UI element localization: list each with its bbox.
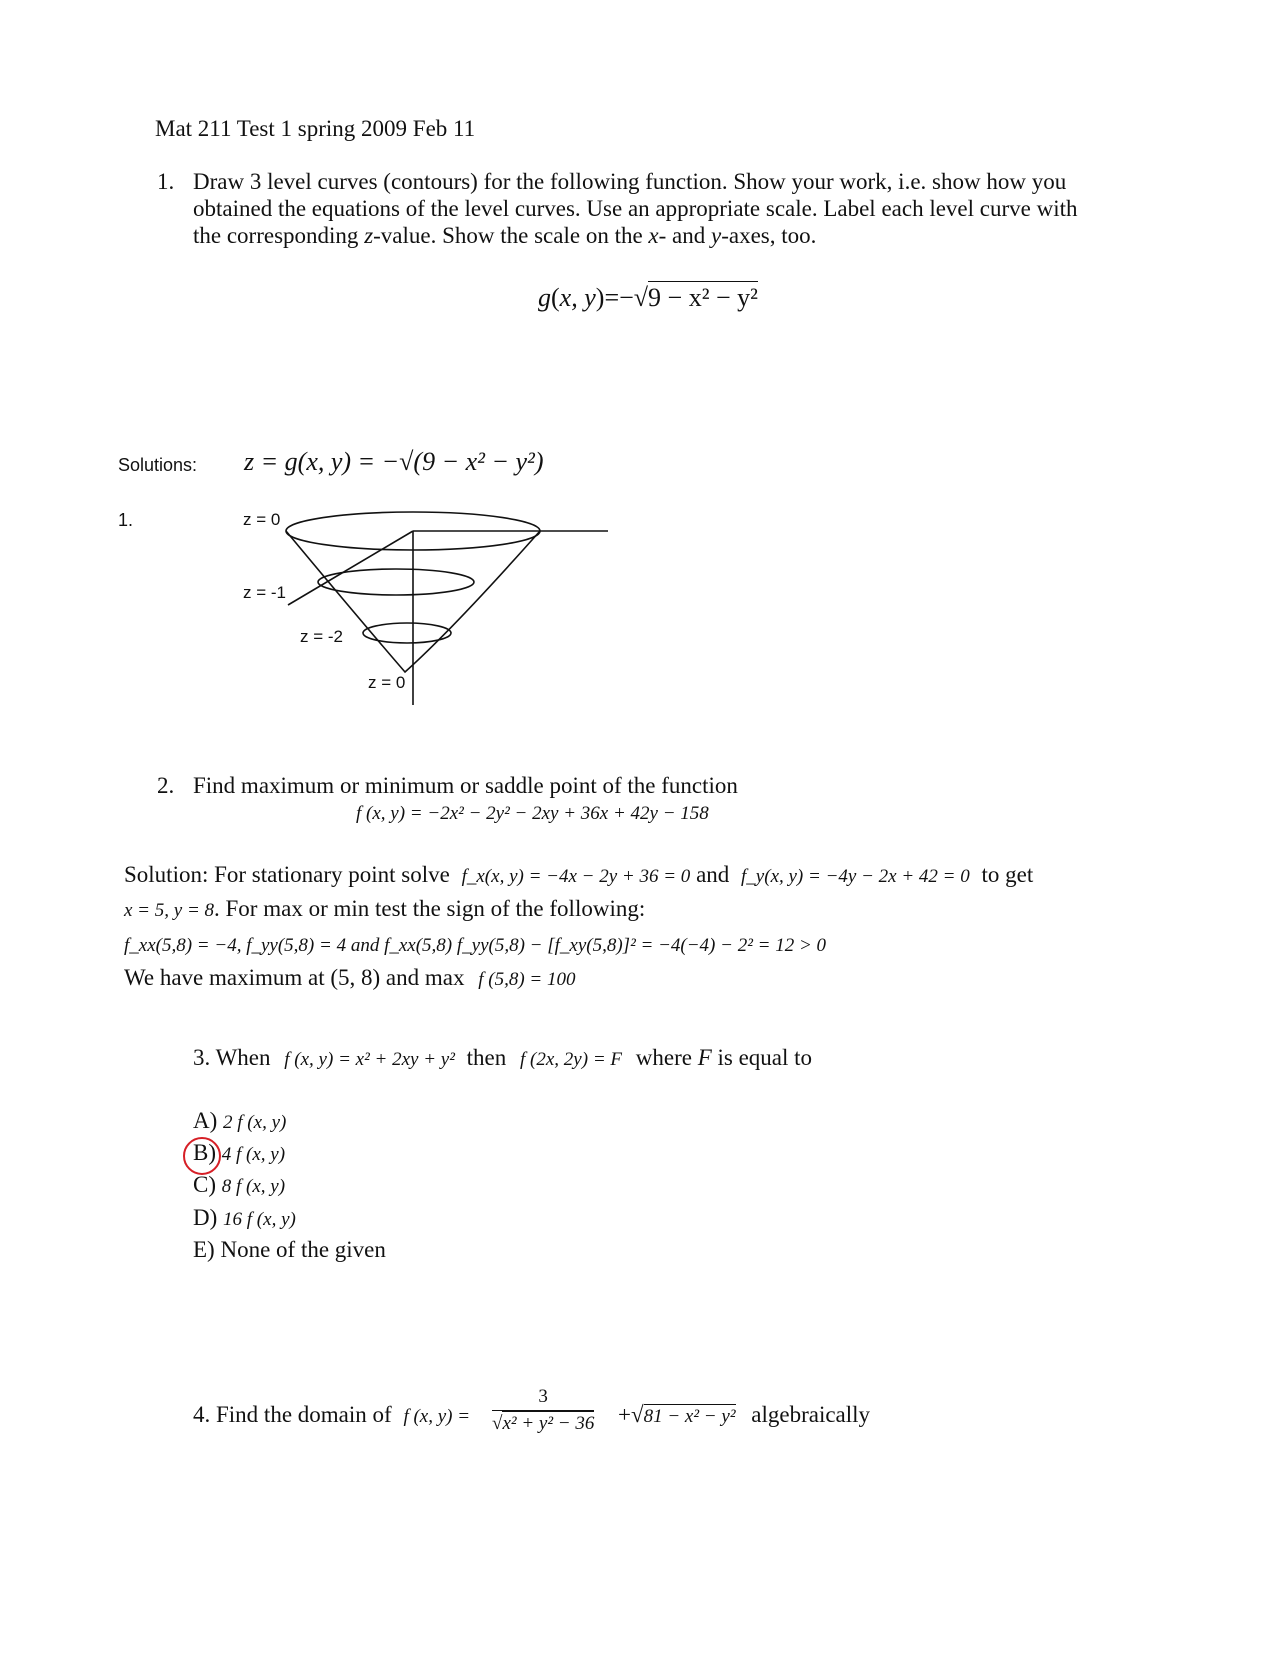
solution-line-4: We have maximum at (5, 8) and max f (5,8) = 100 bbox=[124, 965, 576, 990]
question-text-tail: +√81 − x² − y² algebraically bbox=[618, 1402, 871, 1427]
solution-formula: z = g(x, y) = −√(9 − x² − y²) bbox=[244, 447, 544, 476]
solutions-label: Solutions: bbox=[118, 455, 198, 475]
solution-line-3: f_xx(5,8) = −4, f_yy(5,8) = 4 and f_xx(5,8) f_yy(5,8) − [f_xy(5,8)]² = −4(−4) − 2² = 12 > 0 bbox=[124, 935, 827, 956]
label-z0: z = 0 bbox=[243, 510, 281, 529]
option-e[interactable]: E) None of the given bbox=[193, 1237, 386, 1262]
question-text: Draw 3 level curves (contours) for the following function. Show your work, i.e. show how you bbox=[193, 169, 1067, 194]
option-d[interactable]: D) 16 f (x, y) bbox=[193, 1205, 296, 1230]
solution-line-2: x = 5, y = 8. For max or min test the sign of the following: bbox=[124, 896, 646, 921]
label-z0-axis: z = 0 bbox=[368, 673, 406, 692]
option-c[interactable]: C) 8 f (x, y) bbox=[193, 1172, 286, 1197]
question-number: 1. bbox=[157, 169, 175, 194]
question-text: 4. Find the domain of f (x, y) = bbox=[193, 1402, 471, 1427]
paraboloid-sketch bbox=[0, 0, 1280, 760]
selected-answer-circle bbox=[183, 1137, 221, 1175]
question-text: obtained the equations of the level curves. Use an appropriate scale. Label each level curve with bbox=[193, 196, 1078, 221]
function-formula: g(x, y)=−√9 − x² − y² bbox=[538, 283, 758, 312]
page-title: Mat 211 Test 1 spring 2009 Feb 11 bbox=[155, 116, 476, 141]
label-z-minus2: z = -2 bbox=[300, 627, 343, 646]
option-b[interactable]: B) 4 f (x, y) bbox=[193, 1140, 286, 1165]
question-text: Find maximum or minimum or saddle point of the function bbox=[193, 773, 738, 798]
solution-number: 1. bbox=[118, 510, 134, 530]
solution-line-1: Solution: For stationary point solve f_x(x, y) = −4x − 2y + 36 = 0 and f_y(x, y) = −4y − 2x + 42 = 0 to get bbox=[124, 862, 1034, 887]
question-text: 3. When f (x, y) = x² + 2xy + y² then f (2x, 2y) = F where F is equal to bbox=[193, 1045, 813, 1070]
function-formula: f (x, y) = −2x² − 2y² − 2xy + 36x + 42y − 158 bbox=[356, 803, 709, 824]
label-z-minus1: z = -1 bbox=[243, 583, 286, 602]
option-a[interactable]: A) 2 f (x, y) bbox=[193, 1108, 287, 1133]
fraction: $\frac{3}{\text{√x² + y² − 36}}$ bbox=[492, 1386, 595, 1434]
question-text: the corresponding z-value. Show the scale on the x- and y-axes, too. bbox=[193, 223, 817, 248]
question-number: 2. bbox=[157, 773, 175, 798]
